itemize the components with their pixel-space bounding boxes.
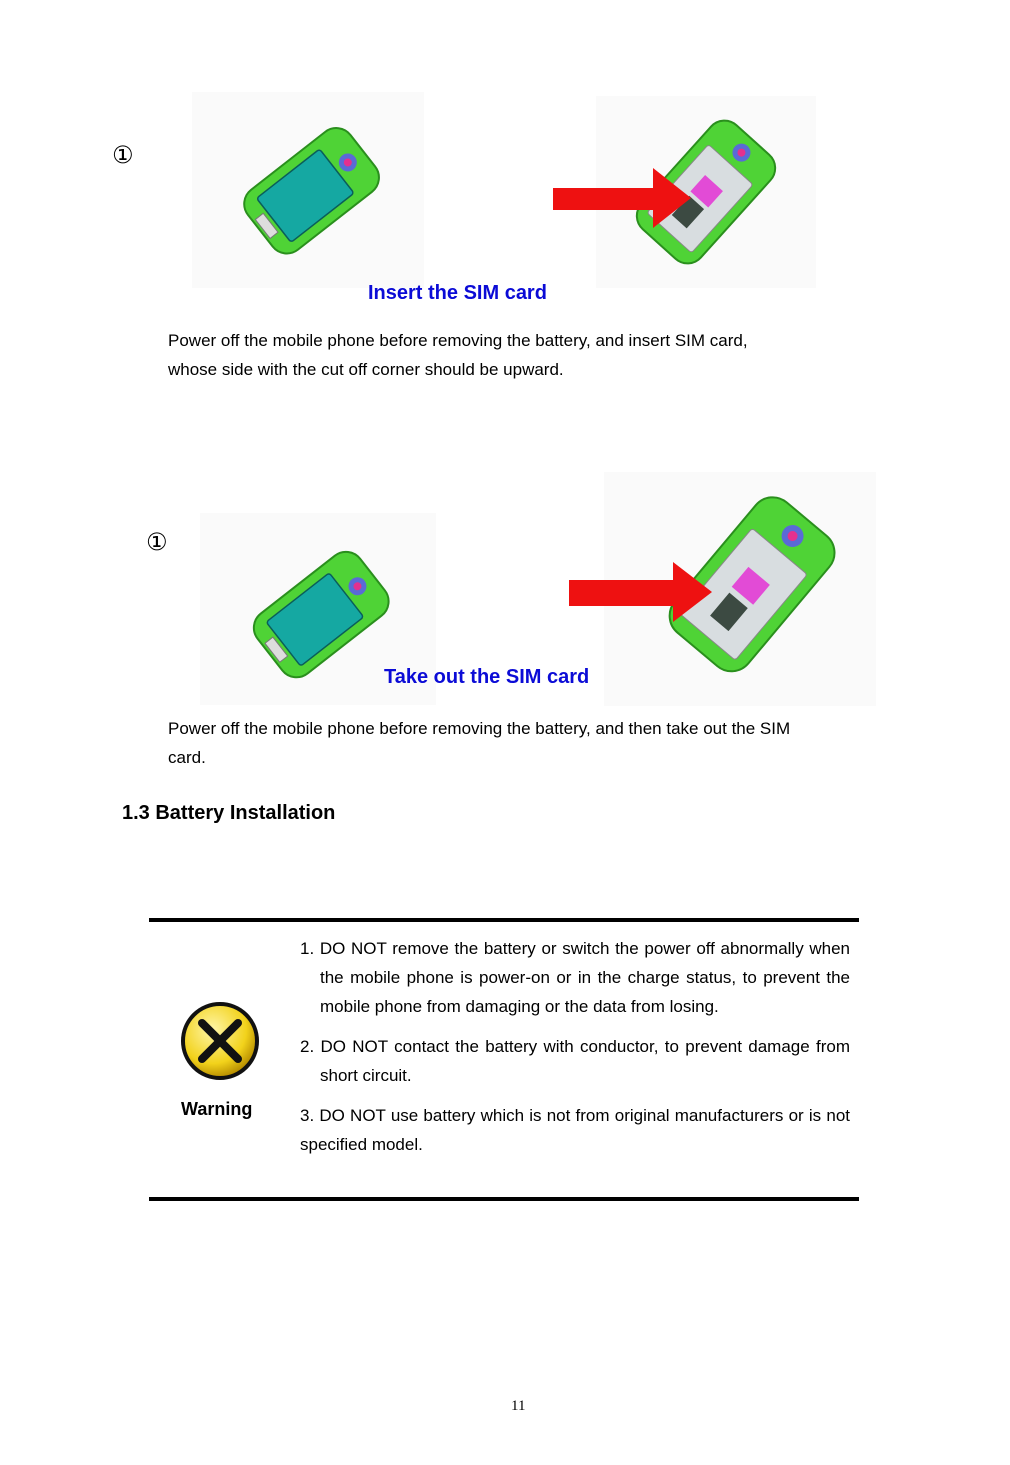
section-heading: 1.3 Battery Installation xyxy=(122,802,336,824)
instruction-line: Power off the mobile phone before removing the battery, and insert SIM card, xyxy=(168,331,748,350)
figure-caption-insert: Insert the SIM card xyxy=(368,282,547,304)
warning-top-rule xyxy=(149,918,859,922)
warning-x-icon xyxy=(180,1001,260,1081)
warning-bottom-rule xyxy=(149,1197,859,1201)
warning-item: 1. DO NOT remove the battery or switch the power off abnormally when the mobile phone is power-on or in the charge status, to prevent the mobile phone from damaging or the data from losing. xyxy=(300,939,850,1016)
warning-label: Warning xyxy=(181,1099,253,1119)
step-1-marker: ① xyxy=(146,528,168,556)
direction-arrow-icon xyxy=(569,562,714,626)
step-1-marker: ① xyxy=(112,141,134,169)
phone-battery-image xyxy=(192,92,424,288)
page-number: 11 xyxy=(511,1398,526,1414)
instruction-line: card. xyxy=(168,748,206,767)
warning-list xyxy=(300,934,850,1159)
warning-item: 2. DO NOT contact the battery with conductor, to prevent damage from short circuit. xyxy=(300,1037,850,1085)
warning-item: 3. DO NOT use battery which is not from original manufacturers or is not specified model. xyxy=(300,1106,850,1154)
instruction-line: Power off the mobile phone before removing the battery, and then take out the SIM xyxy=(168,719,791,738)
figure-caption-take-out: Take out the SIM card xyxy=(384,666,590,688)
instruction-line: whose side with the cut off corner should be upward. xyxy=(168,360,564,379)
direction-arrow-icon xyxy=(553,166,693,230)
